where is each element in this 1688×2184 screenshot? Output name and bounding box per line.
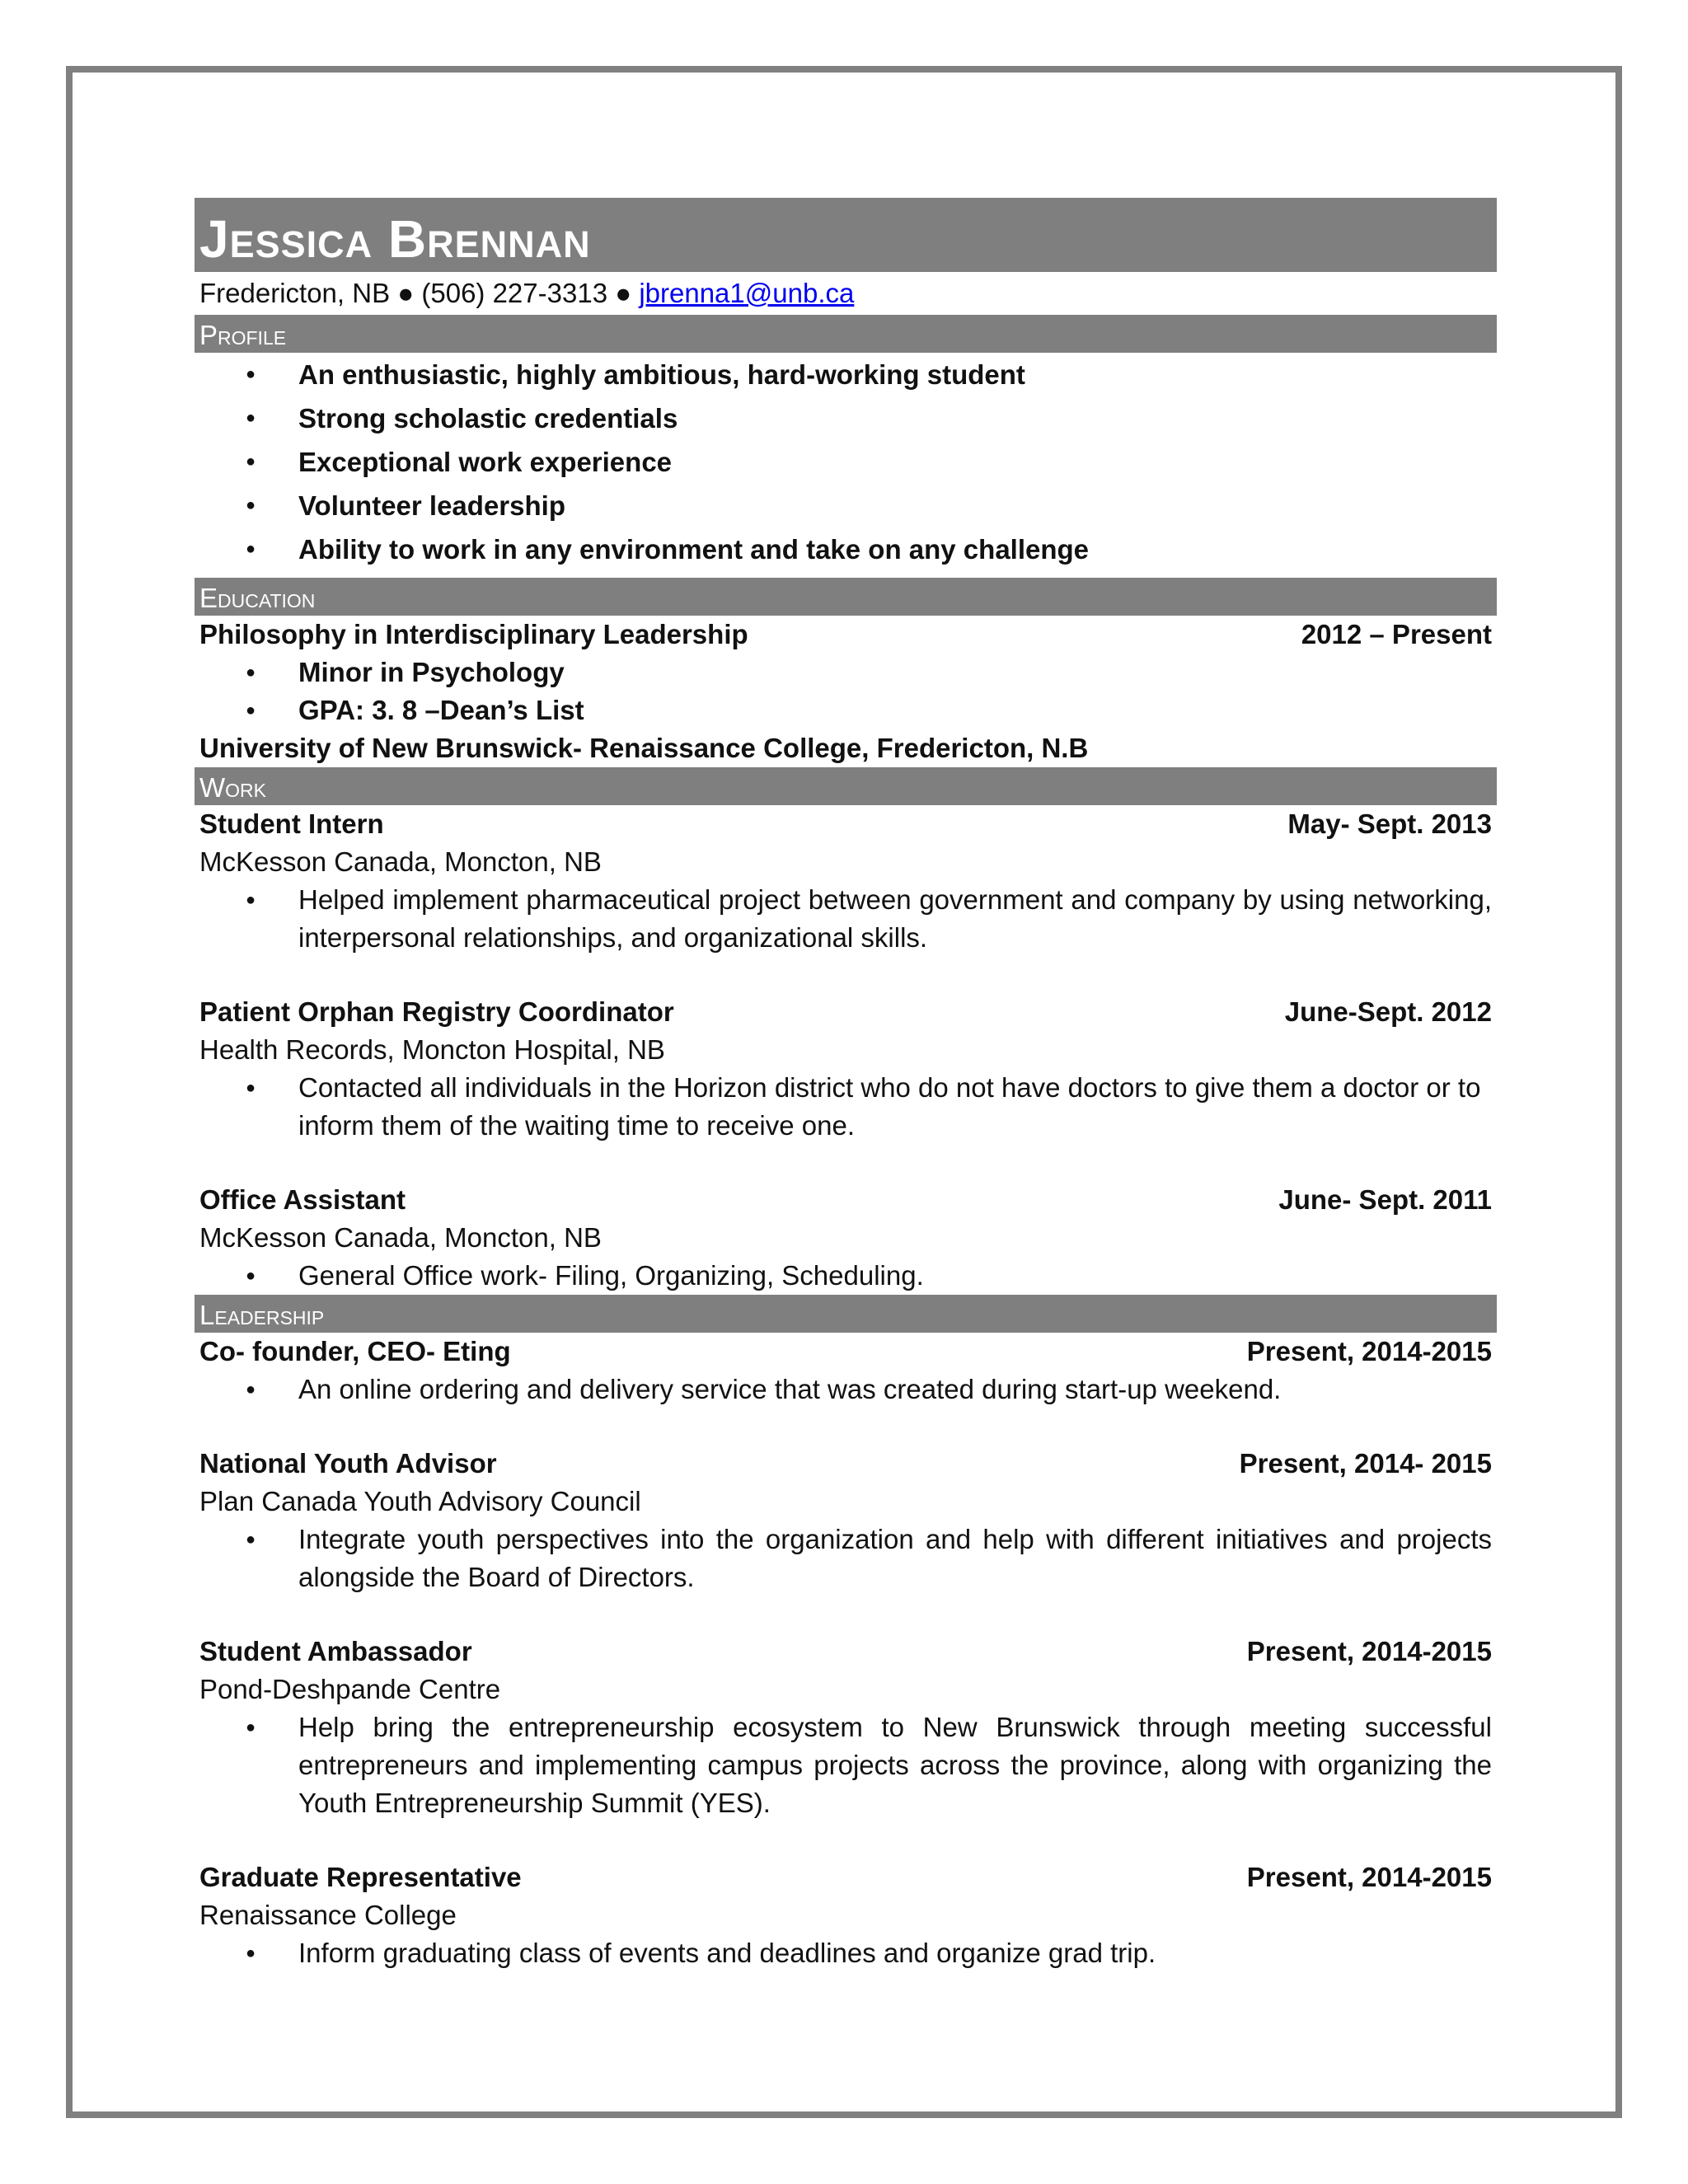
section-education-header: Education bbox=[195, 578, 1497, 616]
job-dates: June- Sept. 2011 bbox=[1278, 1184, 1492, 1215]
leadership-dates: Present, 2014-2015 bbox=[1246, 1336, 1492, 1366]
phone: (506) 227-3313 bbox=[421, 278, 608, 308]
leadership-title-row bbox=[195, 1333, 1497, 1371]
job-bullets bbox=[195, 881, 1497, 957]
profile-list bbox=[195, 353, 1497, 571]
job-org: Health Records, Moncton Hospital, NB bbox=[199, 1034, 665, 1065]
list-item: ● Strong scholastic credentials bbox=[195, 396, 1497, 440]
leadership-dates: Present, 2014-2015 bbox=[1246, 1862, 1492, 1892]
leadership-bullets bbox=[195, 1521, 1497, 1596]
location: Fredericton, NB bbox=[199, 278, 391, 308]
job-title-row bbox=[195, 805, 1497, 843]
job-role: Office Assistant bbox=[199, 1184, 406, 1215]
list-item: ● Minor in Psychology bbox=[195, 654, 1497, 691]
leadership-org: Renaissance College bbox=[199, 1900, 457, 1930]
leadership-title-row bbox=[195, 1858, 1497, 1896]
email-link[interactable]: jbrenna1@unb.ca bbox=[639, 278, 855, 308]
leadership-org: Pond-Deshpande Centre bbox=[199, 1674, 501, 1704]
job-role: Patient Orphan Registry Coordinator bbox=[199, 996, 674, 1027]
list-item: ● Help bring the entrepreneurship ecosystem to New Brunswick through meeting successful entrepreneurs and implementing campus projects across the province, along with organizing the Youth Entrepreneurship Summit (YES). bbox=[195, 1708, 1497, 1822]
list-item: ● An enthusiastic, highly ambitious, hard-working student bbox=[195, 353, 1497, 396]
job-bullets bbox=[195, 1069, 1497, 1145]
list-item: ● GPA: 3. 8 –Dean’s List bbox=[195, 691, 1497, 729]
job-dates: May- Sept. 2013 bbox=[1287, 808, 1492, 839]
section-work-header: Work bbox=[195, 767, 1497, 805]
job-dates: June-Sept. 2012 bbox=[1284, 996, 1492, 1027]
resume bbox=[195, 198, 1497, 1972]
leadership-bullets bbox=[195, 1934, 1497, 1972]
leadership-bullets bbox=[195, 1708, 1497, 1822]
leadership-role: Student Ambassador bbox=[199, 1636, 472, 1666]
job-bullets bbox=[195, 1257, 1497, 1295]
section-leadership-header: Leadership bbox=[195, 1295, 1497, 1333]
leadership-org: Plan Canada Youth Advisory Council bbox=[199, 1486, 641, 1516]
contact-line bbox=[195, 272, 1497, 315]
list-item: ● Helped implement pharmaceutical project between government and company by using networking, interpersonal relationships, and organizational skills. bbox=[195, 881, 1497, 957]
education-list bbox=[195, 654, 1497, 729]
list-item: ● An online ordering and delivery service that was created during start-up weekend. bbox=[195, 1371, 1497, 1408]
job-org: McKesson Canada, Moncton, NB bbox=[199, 846, 602, 877]
job-title-row bbox=[195, 993, 1497, 1031]
job-role: Student Intern bbox=[199, 808, 384, 839]
leadership-role: Graduate Representative bbox=[199, 1862, 522, 1892]
education-dates: 2012 – Present bbox=[1301, 619, 1492, 649]
list-item: ● Exceptional work experience bbox=[195, 440, 1497, 484]
leadership-title-row bbox=[195, 1633, 1497, 1671]
list-item: ● General Office work- Filing, Organizing, Scheduling. bbox=[195, 1257, 1497, 1295]
name-banner bbox=[195, 198, 1497, 272]
education-degree-row bbox=[195, 616, 1497, 654]
leadership-role: National Youth Advisor bbox=[199, 1448, 497, 1479]
job-org: McKesson Canada, Moncton, NB bbox=[199, 1222, 602, 1253]
school: University of New Brunswick- Renaissance College, Fredericton, N.B bbox=[199, 733, 1089, 763]
list-item: ● Inform graduating class of events and deadlines and organize grad trip. bbox=[195, 1934, 1497, 1972]
leadership-title-row bbox=[195, 1445, 1497, 1483]
leadership-role: Co- founder, CEO- Eting bbox=[199, 1336, 511, 1366]
separator: ● bbox=[397, 278, 415, 308]
section-profile-header: Profile bbox=[195, 315, 1497, 353]
list-item: ● Ability to work in any environment and take on any challenge bbox=[195, 527, 1497, 571]
candidate-name: Jessica Brennan bbox=[199, 209, 591, 269]
separator: ● bbox=[615, 278, 632, 308]
leadership-bullets bbox=[195, 1371, 1497, 1408]
list-item: ● Volunteer leadership bbox=[195, 484, 1497, 527]
list-item: ● Contacted all individuals in the Horizon district who do not have doctors to give them a doctor or to inform them of the waiting time to receive one. bbox=[195, 1069, 1497, 1145]
job-title-row bbox=[195, 1181, 1497, 1219]
leadership-dates: Present, 2014-2015 bbox=[1246, 1636, 1492, 1666]
list-item: ● Integrate youth perspectives into the organization and help with different initiatives and projects alongside the Board of Directors. bbox=[195, 1521, 1497, 1596]
leadership-dates: Present, 2014- 2015 bbox=[1239, 1448, 1492, 1479]
degree: Philosophy in Interdisciplinary Leadership bbox=[199, 619, 748, 649]
